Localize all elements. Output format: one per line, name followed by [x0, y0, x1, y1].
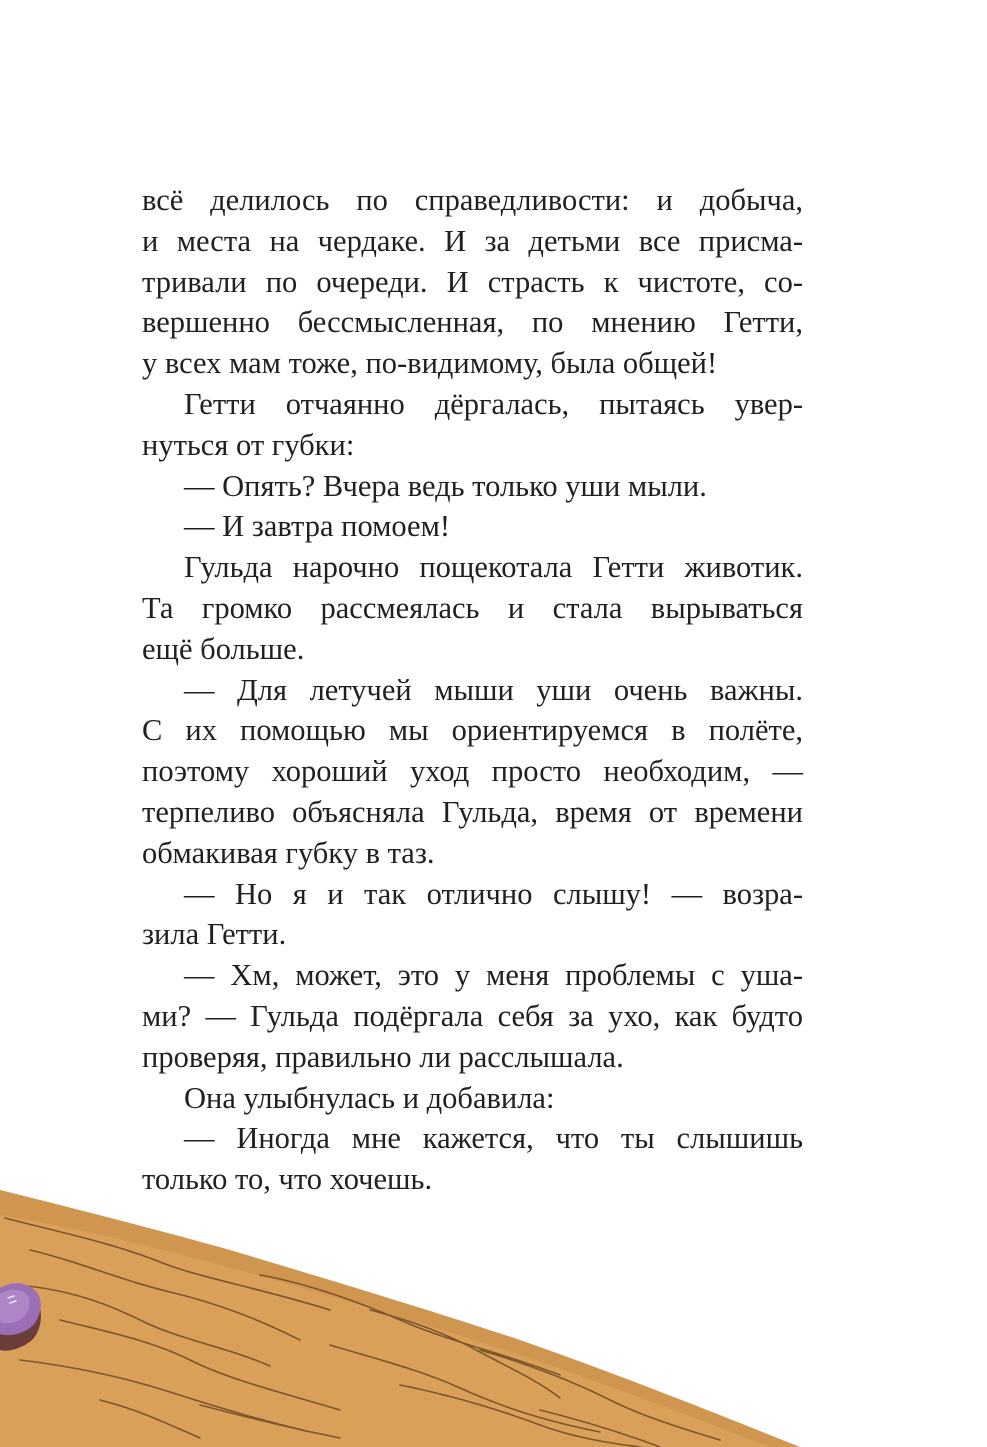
paragraph — [142, 874, 803, 956]
paragraph — [142, 955, 803, 1077]
text-line: терпеливо объясняла Гульда, время от времени — [142, 794, 803, 829]
text-line: Она улыбнулась и добавила: — [184, 1080, 555, 1115]
text-line: только то, что хочешь. — [142, 1162, 433, 1197]
page-text — [142, 180, 803, 1200]
text-line: Гульда нарочно пощекотала Гетти животик. — [184, 550, 803, 585]
text-line: обмакивая губку в таз. — [142, 835, 435, 870]
text-line: у всех мам тоже, по-видимому, была общей! — [142, 346, 718, 381]
text-line: и места на чердаке. И за детьми все присма- — [142, 223, 803, 258]
text-line: Гетти отчаянно дёргалась, пытаясь увер- — [184, 386, 803, 421]
paragraph — [142, 466, 803, 507]
text-line: — Для летучей мыши уши очень важны. — [184, 672, 803, 707]
text-line: — Опять? Вчера ведь только уши мыли. — [184, 468, 707, 503]
text-line: проверяя, правильно ли расслышала. — [142, 1039, 624, 1074]
text-line: Та громко рассмеялась и стала вырываться — [142, 590, 803, 625]
text-line: ещё больше. — [142, 631, 305, 666]
text-line: зила Гетти. — [142, 917, 287, 952]
paragraph — [142, 670, 803, 874]
text-line: вершенно бессмысленная, по мнению Гетти, — [142, 305, 803, 340]
text-line: нуться от губки: — [142, 427, 355, 462]
paragraph — [142, 384, 803, 466]
text-line: всё делилось по справедливости: и добыча, — [142, 183, 803, 217]
text-line: — Хм, может, это у меня проблемы с ушa- — [184, 958, 803, 993]
wooden-floor-illustration — [0, 1170, 987, 1447]
paragraph — [142, 1078, 803, 1119]
paragraph — [142, 547, 803, 669]
text-line: — И завтра помоем! — [184, 509, 451, 544]
text-line: С их помощью мы ориентируемся в полёте, — [142, 713, 803, 748]
text-line: ми? — Гульда подёргала себя за ухо, как будто — [142, 998, 803, 1033]
text-line: — Иногда мне кажется, что ты слышишь — [184, 1121, 803, 1156]
text-line: поэтому хороший уход просто необходим, — — [142, 754, 803, 789]
text-line: тривали по очереди. И страсть к чистоте, со- — [142, 264, 803, 299]
text-line: — Но я и так отлично слышу! — возра- — [184, 876, 803, 911]
paragraph — [142, 506, 803, 547]
paragraph — [142, 180, 803, 384]
